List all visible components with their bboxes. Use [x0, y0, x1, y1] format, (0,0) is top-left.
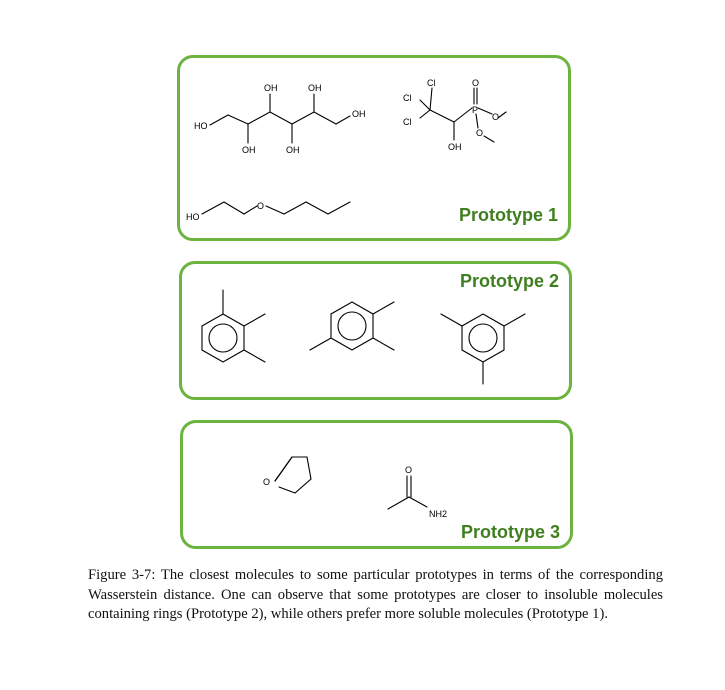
- atom-label: OH: [448, 142, 462, 152]
- prototype-1-panel: [177, 55, 571, 241]
- atom-label: O: [476, 128, 484, 138]
- prototype-2-label: Prototype 2: [459, 271, 559, 291]
- molecule-trimethylbenzene-2: [310, 302, 394, 350]
- atom-label: O: [472, 78, 480, 88]
- prototype-2-panel: [179, 261, 572, 400]
- molecule-butoxyethanol: [186, 201, 350, 222]
- atom-label: NH2: [429, 509, 448, 519]
- atom-label: HO: [194, 121, 208, 131]
- atom-label: HO: [186, 212, 200, 222]
- atom-label: P: [472, 105, 479, 115]
- atom-label: OH: [264, 83, 278, 93]
- atom-label: Cl: [403, 93, 412, 103]
- atom-label: OH: [286, 145, 300, 155]
- prototype-3-panel: [180, 420, 573, 549]
- atom-label: O: [492, 112, 500, 122]
- atom-label: OH: [352, 109, 366, 119]
- molecule-trimethylbenzene-1: [202, 290, 265, 362]
- atom-label: Cl: [427, 78, 436, 88]
- atom-label: O: [257, 201, 265, 211]
- atom-label: O: [405, 465, 413, 475]
- molecule-mesitylene: [441, 314, 525, 384]
- molecule-hexanehexol: [194, 83, 366, 155]
- prototype-1-label: Prototype 1: [458, 205, 558, 225]
- atom-label: OH: [308, 83, 322, 93]
- molecule-tetrahydrofuran: [263, 457, 311, 493]
- prototype-3-label: Prototype 3: [460, 522, 560, 542]
- molecule-acetamide: [388, 465, 447, 519]
- atom-label: OH: [242, 145, 256, 155]
- atom-label: O: [263, 477, 271, 487]
- figure-caption: Figure 3-7: The closest molecules to some particular prototypes in terms of the corresponding Wasserstein distance. One can observe that some prototypes are closer to insoluble molecules containing rings (Prototype 2), while others prefer more soluble molecules (Prototype 1).: [88, 567, 663, 622]
- atom-label: Cl: [403, 117, 412, 127]
- molecule-trichlorfon: [403, 78, 506, 152]
